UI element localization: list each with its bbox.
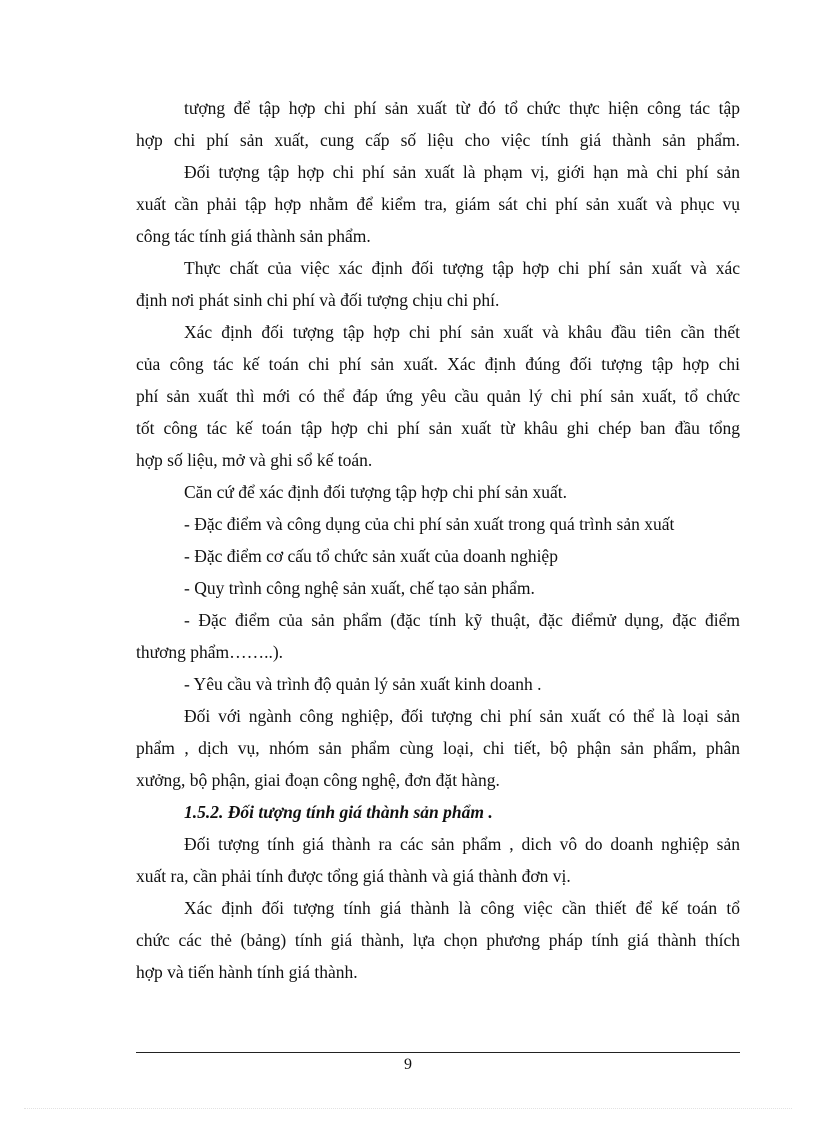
- list-item: - Đặc điểm và công dụng của chi phí sản xuất trong quá trình sản xuất: [184, 514, 675, 534]
- text-line: Xác định đối tượng tính giá thành là công việc cần thiết để kế toán tổ: [184, 898, 740, 918]
- text-line: tượng để tập hợp chi phí sản xuất từ đó tổ chức thực hiện công tác tập: [184, 98, 740, 118]
- text-line: của công tác kế toán chi phí sản xuất. Xác định đúng đối tượng tập hợp chi: [136, 354, 740, 374]
- text-line: xuất ra, cần phải tính được tổng giá thành và giá thành đơn vị.: [136, 866, 571, 886]
- list-item: - Đặc điểm cơ cấu tổ chức sản xuất của doanh nghiệp: [184, 546, 558, 566]
- text-line: chức các thẻ (bảng) tính giá thành, lựa chọn phương pháp tính giá thành thích: [136, 930, 740, 950]
- text-line: phẩm , dịch vụ, nhóm sản phẩm cùng loại, chi tiết, bộ phận sản phẩm, phân: [136, 738, 740, 758]
- footer-divider: [136, 1052, 740, 1053]
- text-line: thương phẩm……..).: [136, 642, 284, 662]
- page-border-dots: [24, 1108, 792, 1109]
- text-line: xưởng, bộ phận, giai đoạn công nghệ, đơn đặt hàng.: [136, 770, 500, 790]
- text-line: công tác tính giá thành sản phẩm.: [136, 226, 371, 246]
- text-line: Đối tượng tính giá thành ra các sản phẩm , dich vô do doanh nghiệp sản: [184, 834, 740, 854]
- text-line: tốt công tác kế toán tập hợp chi phí sản xuất từ khâu ghi chép ban đầu tổng: [136, 418, 740, 438]
- text-line: phí sản xuất thì mới có thể đáp ứng yêu cầu quản lý chi phí sản xuất, tổ chức: [136, 386, 740, 406]
- text-line: hợp và tiến hành tính giá thành.: [136, 962, 358, 982]
- text-line: hợp chi phí sản xuất, cung cấp số liệu cho việc tính giá thành sản phẩm.: [136, 130, 740, 150]
- text-line: Thực chất của việc xác định đối tượng tập hợp chi phí sản xuất và xác: [184, 258, 740, 278]
- text-line: Xác định đối tượng tập hợp chi phí sản xuất và khâu đầu tiên cần thết: [184, 322, 740, 342]
- section-heading: 1.5.2. Đối tượng tính giá thành sản phẩm .: [184, 802, 493, 822]
- text-line: Đối tượng tập hợp chi phí sản xuất là phạm vị, giới hạn mà chi phí sản: [184, 162, 740, 182]
- list-item: - Yêu cầu và trình độ quản lý sản xuất kinh doanh .: [184, 674, 542, 694]
- list-item: - Đặc điểm của sản phẩm (đặc tính kỹ thuật, đặc điểmử dụng, đặc điểm: [184, 610, 740, 630]
- text-line: Căn cứ để xác định đối tượng tập hợp chi phí sản xuất.: [184, 482, 568, 502]
- list-item: - Quy trình công nghệ sản xuất, chế tạo sản phẩm.: [184, 578, 535, 598]
- text-line: hợp số liệu, mở và ghi sổ kế toán.: [136, 450, 373, 470]
- text-line: Đối với ngành công nghiệp, đối tượng chi phí sản xuất có thể là loại sản: [184, 706, 740, 726]
- text-line: xuất cần phải tập hợp nhằm để kiểm tra, giám sát chi phí sản xuất và phục vụ: [136, 194, 740, 214]
- page-number: 9: [404, 1056, 412, 1073]
- text-line: định nơi phát sinh chi phí và đối tượng chịu chi phí.: [136, 290, 500, 310]
